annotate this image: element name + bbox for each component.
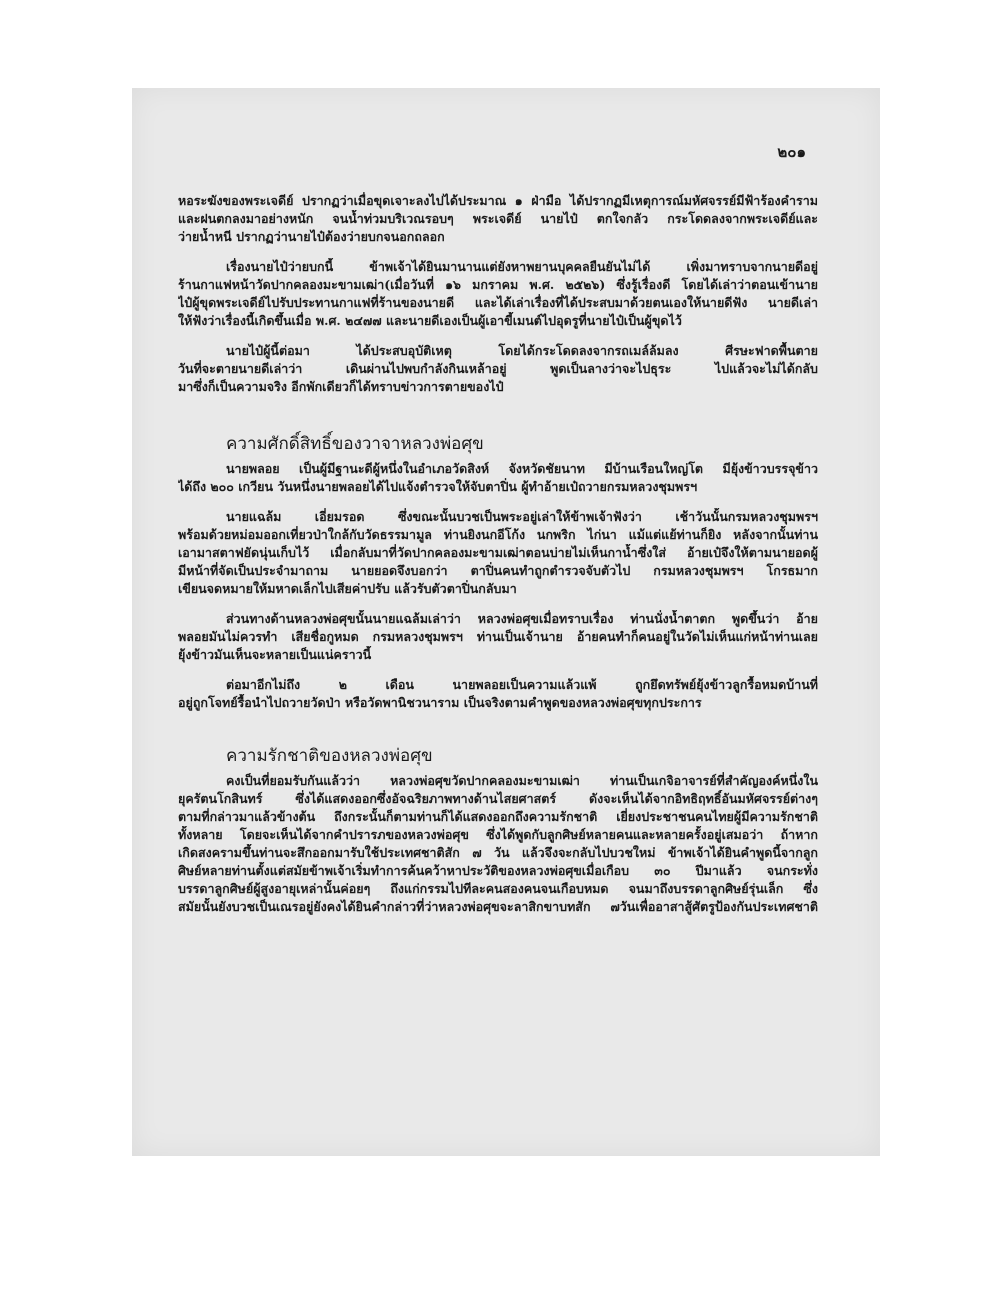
- scanned-page: [132, 88, 880, 1156]
- text-line: ได้ถึง ๒๐๐ เกวียน วันหนึ่งนายพลอยได้ไปแจ้งตำรวจให้จับตาปิ่น ผู้ทำอ้ายเป๋ถวายกรมหลวงชุมพรฯ: [178, 479, 698, 494]
- text-line: นายแฉล้ม เอี่ยมรอด ซึ่งขณะนั้นบวชเป็นพระอยู่เล่าให้ข้าพเจ้าฟังว่า เช้าวันนั้นกรมหลวงชุมพรฯ: [226, 509, 818, 524]
- text-line: ให้ฟังว่าเรื่องนี้เกิดขึ้นเมื่อ พ.ศ. ๒๔๗๗ และนายดีเองเป็นผู้เอาขี้เมนต์ไปอุดรูที่นายไป๋เป็นผู้ขุดไว้: [178, 313, 682, 328]
- text-line: ทั้งหลาย โดยจะเห็นได้จากคำปรารภของหลวงพ่อศุข ซึ่งได้พูดกับลูกศิษย์หลายคนและหลายครั้งอยู่เสมอว่า ถ้าหาก: [178, 827, 818, 842]
- text-line: เรื่องนายไป๋ว่ายบกนี้ ข้าพเจ้าได้ยินมานานแต่ยังหาพยานบุคคลยืนยันไม่ได้ เพิ่งมาทราบจากนายดีอยู่: [226, 259, 818, 274]
- text-line: ตามที่กล่าวมาแล้วข้างต้น ถึงกระนั้นก็ตามท่านก็ได้แสดงออกถึงความรักชาติ เยี่ยงประชาชนคนไทยผู้มีความรักชาติ: [178, 809, 818, 824]
- text-line: ศิษย์หลายท่านตั้งแต่สมัยข้าพเจ้าเริ่มทำการค้นคว้าหาประวัติของหลวงพ่อศุขเมื่อเกือบ ๓๐ ปีมาแล้ว จนกระทั่ง: [178, 863, 818, 878]
- text-line: เขียนจดหมายให้มหาดเล็กไปเสียค่าปรับ แล้วรับตัวตาปิ่นกลับมา: [178, 581, 517, 596]
- text-line: บรรดาลูกศิษย์ผู้สูงอายุเหล่านั้นค่อยๆ ถึงแก่กรรมไปทีละคนสองคนจนเกือบหมด จนมาถึงบรรดาลูกศิษย์รุ่นเล็ก ซึ่ง: [178, 881, 818, 896]
- text-line: ต่อมาอีกไม่ถึง ๒ เดือน นายพลอยเป็นความแล้วแพ้ ถูกยึดทรัพย์ยุ้งข้าวลูกรื้อหมดบ้านที่: [226, 677, 818, 692]
- section-heading: ความศักดิ์สิทธิ์ของวาจาหลวงพ่อศุข: [226, 434, 484, 454]
- text-line: พร้อมด้วยหม่อมออกเที่ยวป่าใกล้กับวัดธรรมามูล ท่านยิงนกอีโก้ง นกพริก ไก่นา แม้แต่แย้ท่านก็ยิง หลังจากนั้นท่าน: [178, 527, 818, 542]
- text-line: วันที่จะตายนายดีเล่าว่า เดินผ่านไปพบกำลังกินเหล้าอยู่ พูดเป็นลางว่าจะไปธุระ ไปแล้วจะไม่ได้กลับ: [178, 361, 818, 376]
- text-line: พลอยมันไม่ควรทำ เสียชื่อกูหมด กรมหลวงชุมพรฯ ท่านเป็นเจ้านาย อ้ายคนทำก็คนอยู่ในวัดไม่เห็นแก่หน้าท่านเลย: [178, 629, 818, 644]
- text-line: ร้านกาแฟหน้าวัดปากคลองมะขามเฒ่า(เมื่อวันที่ ๑๖ มกราคม พ.ศ. ๒๕๒๖) ซึ่งรู้เรื่องดี โดยได้เล่าว่าตอนเข้านาย: [178, 277, 818, 292]
- section-heading: ความรักชาติของหลวงพ่อศุข: [226, 746, 433, 766]
- text-line: หอระฆังของพระเจดีย์ ปรากฏว่าเมื่อขุดเจาะลงไปได้ประมาณ ๑ ฝ่ามือ ได้ปรากฏมีเหตุการณ์มหัศจรรย์มีฟ้าร้องคำราม: [178, 193, 818, 208]
- text-line: มาซึ่งก็เป็นความจริง อีกพักเดียวก็ได้ทราบข่าวการตายของไป๋: [178, 379, 504, 394]
- text-line: นายไป๋ผู้นี้ต่อมา ได้ประสบอุบัติเหตุ โดยได้กระโดดลงจากรถเมล์ล้มลง ศีรษะฟาดพื้นตาย: [226, 343, 818, 358]
- text-line: นายพลอย เป็นผู้มีฐานะดีผู้หนึ่งในอำเภอวัดสิงห์ จังหวัดชัยนาท มีบ้านเรือนใหญ่โต มียุ้งข้าวบรรจุข้าว: [226, 461, 818, 476]
- text-line: อยู่ถูกโจทย์รื้อนำไปถวายวัดป่า หรือวัดพานิชวนาราม เป็นจริงตามคำพูดของหลวงพ่อศุขทุกประการ: [178, 695, 702, 710]
- body-text: [178, 192, 818, 916]
- text-line: มีหน้าที่จัดเป็นประจำมาถาม นายยอดจึงบอกว่า ตาปิ่นคนทำถูกตำรวจจับตัวไป กรมหลวงชุมพรฯ โกรธมาก: [178, 563, 818, 578]
- text-line: สมัยนั้นยังบวชเป็นเณรอยู่ยังคงได้ยินคำกล่าวที่ว่าหลวงพ่อศุขจะลาสิกขาบทสัก ๗วันเพื่ออาสาสู้ศัตรูป้องกันประเทศชาติ: [178, 899, 818, 914]
- text-line: ส่วนทางด้านหลวงพ่อศุขนั้นนายแฉล้มเล่าว่า หลวงพ่อศุขเมื่อทราบเรื่อง ท่านนั่งน้ำตาตก พูดขึ้นว่า อ้าย: [226, 611, 818, 626]
- page-number: ๒๐๑: [777, 143, 806, 161]
- text-line: และฝนตกลงมาอย่างหนัก จนน้ำท่วมบริเวณรอบๆ พระเจดีย์ นายไป๋ ตกใจกลัว กระโดดลงจากพระเจดีย์และ: [178, 211, 818, 226]
- text-line: เอามาสตาฟยัดนุ่นเก็บไว้ เมื่อกลับมาที่วัดปากคลองมะขามเฒ่าตอนบ่ายไม่เห็นกาน้ำซึ่งใส่ อ้ายเป๋จึงให้ตามนายอดผู้: [178, 545, 818, 560]
- text-line: เกิดสงครามขึ้นท่านจะสึกออกมารับใช้ประเทศชาติสัก ๗ วัน แล้วจึงจะกลับไปบวชใหม่ ข้าพเจ้าได้ยินคำพูดนี้จากลูก: [178, 845, 818, 860]
- text-line: ยุ้งข้าวมันเห็นจะหลายเป็นแน่คราวนี้: [178, 647, 372, 662]
- text-line: ว่ายน้ำหนี ปรากฏว่านายไป๋ต้องว่ายบกจนอกถลอก: [178, 229, 445, 244]
- text-line: ไป๋ผู้ขุดพระเจดีย์ไปรับประทานกาแฟที่ร้านของนายดี และได้เล่าเรื่องที่ได้ประสบมาด้วยตนเองให้นายดีฟัง นายดีเล่า: [178, 295, 818, 310]
- text-line: คงเป็นที่ยอมรับกันแล้วว่า หลวงพ่อศุขวัดปากคลองมะขามเฒ่า ท่านเป็นเกจิอาจารย์ที่สำคัญองค์หนึ่งใน: [226, 773, 818, 788]
- text-line: ยุครัตนโกสินทร์ ซึ่งได้แสดงออกซึ่งอัจฉริยภาพทางด้านไสยศาสตร์ ดังจะเห็นได้จากอิทธิฤทธิ์อันมหัศจรรย์ต่างๆ: [178, 791, 818, 806]
